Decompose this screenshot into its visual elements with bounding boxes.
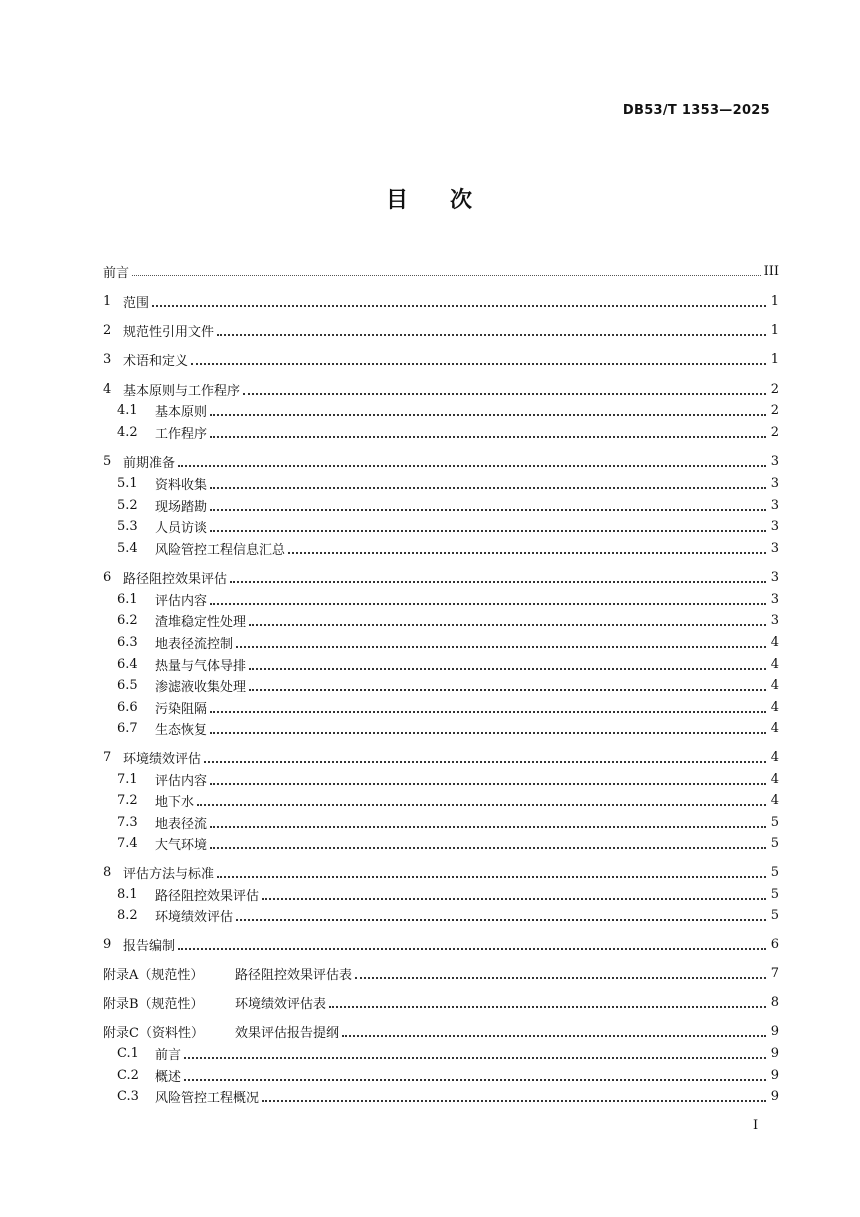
toc-entry-page: 3 <box>770 475 779 491</box>
dot-leader <box>249 667 766 670</box>
toc-entry[interactable] <box>103 747 779 767</box>
toc-entry-number: 5.1 <box>117 475 138 491</box>
toc-entry-label: 评估内容 <box>155 773 208 789</box>
toc-entry[interactable] <box>117 905 779 925</box>
dot-leader <box>210 529 766 532</box>
toc-entry-number: 7.4 <box>117 835 138 851</box>
toc-entry-number: 6.5 <box>117 677 138 693</box>
toc-entry[interactable] <box>117 833 779 853</box>
dot-leader <box>210 435 766 438</box>
dot-leader <box>210 731 766 734</box>
toc-entry[interactable] <box>117 1043 779 1063</box>
toc-entry[interactable] <box>103 567 779 587</box>
toc-entry[interactable] <box>103 963 779 983</box>
toc-entry-number: 1 <box>103 293 112 309</box>
toc-entry-page: 6 <box>770 936 779 952</box>
toc-entry[interactable] <box>117 718 779 738</box>
toc-entry[interactable] <box>103 349 779 369</box>
dot-leader <box>210 602 766 605</box>
toc-entry-page: 4 <box>770 720 779 736</box>
toc-entry-label: 大气环境 <box>155 837 208 853</box>
toc-entry-number: C.2 <box>117 1067 139 1083</box>
toc-entry-page: 9 <box>770 1088 779 1104</box>
dot-leader <box>236 918 766 921</box>
toc-entry-label: 基本原则 <box>155 404 208 420</box>
toc-entry-page: 4 <box>770 771 779 787</box>
toc-entry[interactable] <box>103 992 779 1012</box>
dot-leader <box>262 897 766 900</box>
toc-entry[interactable] <box>117 538 779 558</box>
title-part-2: 次 <box>450 188 475 213</box>
toc-entry-label: 环境绩效评估表 <box>235 996 327 1012</box>
page-title <box>0 183 860 214</box>
toc-entry-number: 5.3 <box>117 518 138 534</box>
toc-entry-number: 3 <box>103 351 112 367</box>
toc-entry-page: 5 <box>770 864 779 880</box>
toc-entry-page: 2 <box>770 381 779 397</box>
dot-leader <box>329 1005 766 1008</box>
dot-leader <box>191 362 766 365</box>
toc-entry-label: 概述 <box>155 1069 182 1085</box>
dot-leader <box>184 1056 766 1059</box>
toc-entry-label: 污染阻隔 <box>155 701 208 717</box>
toc-entry-number: 4.1 <box>117 402 138 418</box>
toc-entry[interactable] <box>117 812 779 832</box>
toc-entry-label: 报告编制 <box>123 938 176 954</box>
toc-entry-label: 工作程序 <box>155 426 208 442</box>
toc-entry-page: 3 <box>770 569 779 585</box>
dot-leader <box>210 710 766 713</box>
dot-leader <box>236 645 766 648</box>
toc-entry[interactable] <box>117 769 779 789</box>
toc-entry-label: 效果评估报告提纲 <box>235 1025 340 1041</box>
toc-entry-label: 人员访谈 <box>155 520 208 536</box>
dot-leader <box>210 782 766 785</box>
toc-entry-page: 1 <box>770 351 779 367</box>
toc-entry-label: 路径阻控效果评估表 <box>235 967 353 983</box>
toc-entry-label: 路径阻控效果评估 <box>123 571 228 587</box>
toc-entry-number: 5.4 <box>117 540 138 556</box>
toc-entry-page: 5 <box>770 907 779 923</box>
toc-entry-page: 1 <box>770 322 779 338</box>
dot-leader <box>132 274 761 276</box>
dot-leader <box>355 976 766 979</box>
toc-entry-number: 7.2 <box>117 792 138 808</box>
toc-entry[interactable] <box>117 610 779 630</box>
title-part-1: 目 <box>385 188 410 213</box>
toc-entry-page: 5 <box>770 835 779 851</box>
toc-entry-label: 路径阻控效果评估 <box>155 888 260 904</box>
toc-entry-label: 热量与气体导排 <box>155 658 247 674</box>
toc-entry-page: 2 <box>770 402 779 418</box>
dot-leader <box>210 508 766 511</box>
toc-entry-number: 6.4 <box>117 656 138 672</box>
toc-entry[interactable] <box>117 1065 779 1085</box>
toc-entry[interactable] <box>117 495 779 515</box>
toc-entry-number: 2 <box>103 322 112 338</box>
toc-entry-page: 3 <box>770 591 779 607</box>
toc-entry[interactable] <box>103 862 779 882</box>
toc-entry-label: 前言 <box>103 265 130 281</box>
toc-entry-page: 4 <box>770 656 779 672</box>
toc-entry-label: 地表径流控制 <box>155 636 234 652</box>
toc-entry-page: 9 <box>770 1067 779 1083</box>
toc-entry-number: 5 <box>103 453 112 469</box>
toc-entry-label: 前期准备 <box>123 455 176 471</box>
toc-entry-label: 环境绩效评估 <box>123 751 202 767</box>
toc-entry[interactable] <box>103 1021 779 1041</box>
toc-entry-page: 7 <box>770 965 779 981</box>
toc-entry-page: 4 <box>770 677 779 693</box>
toc-entry-number: 附录B（规范性） <box>103 996 204 1012</box>
toc-entry-page: 3 <box>770 612 779 628</box>
toc-entry-page: 5 <box>770 814 779 830</box>
toc-entry[interactable] <box>117 473 779 493</box>
dot-leader <box>342 1034 766 1037</box>
dot-leader <box>249 623 766 626</box>
toc-entry[interactable] <box>103 261 779 281</box>
toc-entry-page: 3 <box>770 497 779 513</box>
document-code: DB53/T 1353—2025 <box>622 103 770 118</box>
toc-entry-number: 7.1 <box>117 771 138 787</box>
toc-entry[interactable] <box>103 320 779 340</box>
dot-leader <box>288 551 766 554</box>
dot-leader <box>152 304 766 307</box>
toc-entry[interactable] <box>117 1086 779 1106</box>
toc-entry-number: 4 <box>103 381 112 397</box>
toc-entry-page: 4 <box>770 749 779 765</box>
toc-entry-number: 8.2 <box>117 907 138 923</box>
toc-entry[interactable] <box>103 934 779 954</box>
toc-entry[interactable] <box>117 632 779 652</box>
toc-entry-number: C.3 <box>117 1088 139 1104</box>
toc-entry-label: 风险管控工程信息汇总 <box>155 542 286 558</box>
toc-entry-label: 环境绩效评估 <box>155 909 234 925</box>
toc-entry-label: 评估方法与标准 <box>123 866 215 882</box>
toc-entry-number: 6.6 <box>117 699 138 715</box>
dot-leader <box>210 413 766 416</box>
toc-entry[interactable] <box>117 589 779 609</box>
toc-entry-page: 9 <box>770 1045 779 1061</box>
toc-entry[interactable] <box>117 422 779 442</box>
dot-leader <box>210 825 766 828</box>
toc-entry-label: 评估内容 <box>155 593 208 609</box>
dot-leader <box>210 486 766 489</box>
toc-entry[interactable] <box>117 400 779 420</box>
toc-entry-label: 前言 <box>155 1047 182 1063</box>
toc-entry-number: 8.1 <box>117 886 138 902</box>
toc-entry-label: 规范性引用文件 <box>123 324 215 340</box>
dot-leader <box>243 392 766 395</box>
dot-leader <box>184 1078 766 1081</box>
toc-entry-page: III <box>763 263 779 279</box>
dot-leader <box>217 333 766 336</box>
dot-leader <box>262 1099 766 1102</box>
toc-entry-number: 6.7 <box>117 720 138 736</box>
toc-entry-label: 基本原则与工作程序 <box>123 383 241 399</box>
toc-entry-label: 地表径流 <box>155 816 208 832</box>
dot-leader <box>230 580 766 583</box>
toc-entry-page: 4 <box>770 634 779 650</box>
toc-entry-label: 生态恢复 <box>155 722 208 738</box>
footer-page-number: I <box>753 1118 759 1133</box>
toc-entry[interactable] <box>117 516 779 536</box>
toc-entry-page: 2 <box>770 424 779 440</box>
toc-entry-number: 6.2 <box>117 612 138 628</box>
toc-entry-page: 5 <box>770 886 779 902</box>
toc-entry[interactable] <box>103 379 779 399</box>
toc-entry[interactable] <box>103 291 779 311</box>
toc-entry-page: 3 <box>770 453 779 469</box>
dot-leader <box>249 688 766 691</box>
toc-entry[interactable] <box>103 451 779 471</box>
dot-leader <box>204 760 766 763</box>
dot-leader <box>197 803 766 806</box>
toc-entry-page: 3 <box>770 518 779 534</box>
toc-entry[interactable] <box>117 675 779 695</box>
toc-entry-label: 现场踏勘 <box>155 499 208 515</box>
toc-entry-number: 附录A（规范性） <box>103 967 204 983</box>
toc-entry-label: 地下水 <box>155 794 195 810</box>
toc-entry[interactable] <box>117 790 779 810</box>
toc-entry-page: 1 <box>770 293 779 309</box>
toc-entry-page: 8 <box>770 994 779 1010</box>
toc-entry-page: 9 <box>770 1023 779 1039</box>
toc-entry-label: 渗滤液收集处理 <box>155 679 247 695</box>
toc-entry-label: 术语和定义 <box>123 353 189 369</box>
toc-entry-page: 4 <box>770 792 779 808</box>
toc-entry-number: 6.1 <box>117 591 138 607</box>
toc-entry[interactable] <box>117 654 779 674</box>
toc-entry-label: 渣堆稳定性处理 <box>155 614 247 630</box>
toc-entry-number: C.1 <box>117 1045 139 1061</box>
dot-leader <box>178 464 766 467</box>
toc-entry-number: 6.3 <box>117 634 138 650</box>
toc-entry-label: 风险管控工程概况 <box>155 1090 260 1106</box>
toc-entry-page: 4 <box>770 699 779 715</box>
toc-entry-number: 6 <box>103 569 112 585</box>
dot-leader <box>178 947 766 950</box>
toc-entry-number: 4.2 <box>117 424 138 440</box>
toc-entry-label: 范围 <box>123 295 150 311</box>
toc-entry-label: 资料收集 <box>155 477 208 493</box>
dot-leader <box>210 846 766 849</box>
toc-entry-number: 9 <box>103 936 112 952</box>
toc-entry-number: 7 <box>103 749 112 765</box>
dot-leader <box>217 875 766 878</box>
toc-entry-number: 附录C（资料性） <box>103 1025 204 1041</box>
toc-entry-number: 7.3 <box>117 814 138 830</box>
toc-entry-number: 5.2 <box>117 497 138 513</box>
toc-entry[interactable] <box>117 697 779 717</box>
toc-entry-page: 3 <box>770 540 779 556</box>
toc-entry-number: 8 <box>103 864 112 880</box>
toc-entry[interactable] <box>117 884 779 904</box>
